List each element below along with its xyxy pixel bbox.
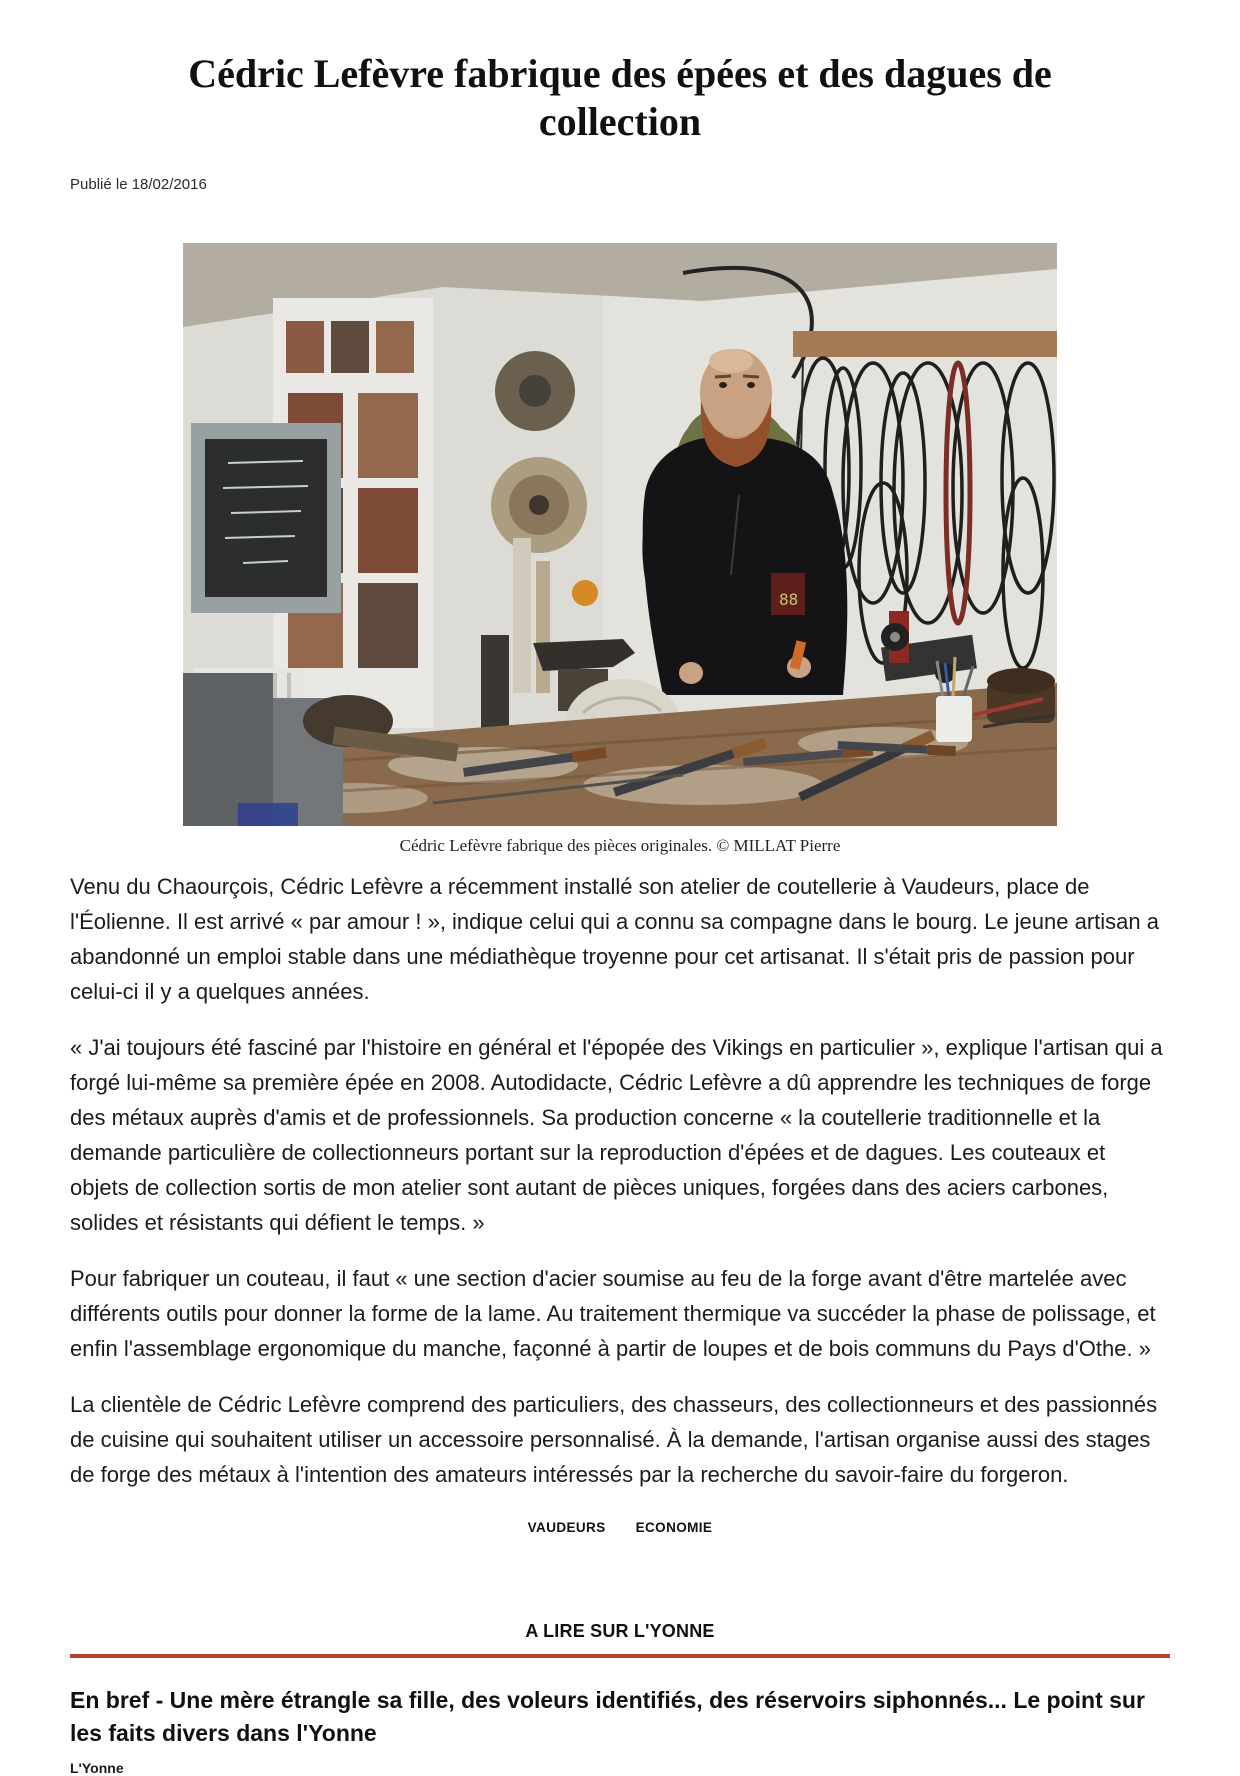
section-divider [70, 1654, 1170, 1658]
article-paragraph: La clientèle de Cédric Lefèvre comprend des particuliers, des chasseurs, des collectionneurs et des passionnés de cuisine qui souhaitent utiliser un accessoire personnalisé. À la demande, l'artisan organise aussi des stages de forge des métaux à l'intention des amateurs intéressés par la recherche du savoir-faire du forgeron. [70, 1392, 1158, 1487]
page-title: Cédric Lefèvre fabrique des épées et des dagues de collection [188, 51, 1052, 144]
tag-economie[interactable]: ECONOMIE [635, 1520, 713, 1535]
photo-caption: Cédric Lefèvre fabrique des pièces originales. © MILLAT Pierre [399, 836, 841, 855]
related-section [70, 1621, 1170, 1776]
article-paragraph: Venu du Chaourçois, Cédric Lefèvre a récemment installé son atelier de coutellerie à Vaudeurs, place de l'Éolienne. Il est arrivé « par amour ! », indique celui qui a connu sa compagne dans le bourg. Le jeune artisan a abandonné un emploi stable dans une médiathèque troyenne pour cet artisanat. Il s'était pris de passion pour celui-ci il y a quelques années. [70, 874, 1159, 1004]
tag-list [70, 1520, 1170, 1535]
photo-pot [987, 668, 1055, 723]
article-page [70, 0, 1170, 1776]
photo-ear-protector [572, 580, 598, 606]
related-section-title: A LIRE SUR L'YONNE [525, 1621, 715, 1641]
photo-rail [793, 331, 1057, 357]
article-figure [70, 243, 1170, 856]
article-body [70, 869, 1170, 1492]
article-paragraph: « J'ai toujours été fasciné par l'histoire en général et l'épopée des Vikings en particulier », explique l'artisan qui a forgé lui-même sa première épée en 2008. Autodidacte, Cédric Lefèvre a dû apprendre les techniques de forge des métaux auprès d'amis et de professionnels. Sa production concerne « la coutellerie traditionnelle et la demande particulière de collectionneurs portant sur la reproduction d'épées et de dagues. Les couteaux et objets de collection sortis de mon atelier sont autant de pièces uniques, forgées dans des aciers carbones, solides et résistants qui défient le temps. » [70, 1035, 1163, 1235]
related-article-source: L'Yonne [70, 1760, 124, 1776]
related-article-link[interactable]: En bref - Une mère étrangle sa fille, des voleurs identifiés, des réservoirs siphonnés... Le point sur les faits divers dans l'Yonne [70, 1687, 1145, 1746]
tag-vaudeurs[interactable]: VAUDEURS [527, 1520, 606, 1535]
article-paragraph: Pour fabriquer un couteau, il faut « une section d'acier soumise au feu de la forge avant d'être martelée avec différents outils pour donner la forme de la lame. Au traitement thermique va succéder la phase de polissage, et enfin l'assemblage ergonomique du manche, façonné à partir de loupes et de bois communs du Pays d'Othe. » [70, 1266, 1156, 1361]
workshop-photo [183, 243, 1057, 826]
publish-date: Publié le 18/02/2016 [70, 176, 207, 193]
svg-text:88: 88 [779, 590, 799, 609]
photo-blackboard [191, 423, 341, 613]
